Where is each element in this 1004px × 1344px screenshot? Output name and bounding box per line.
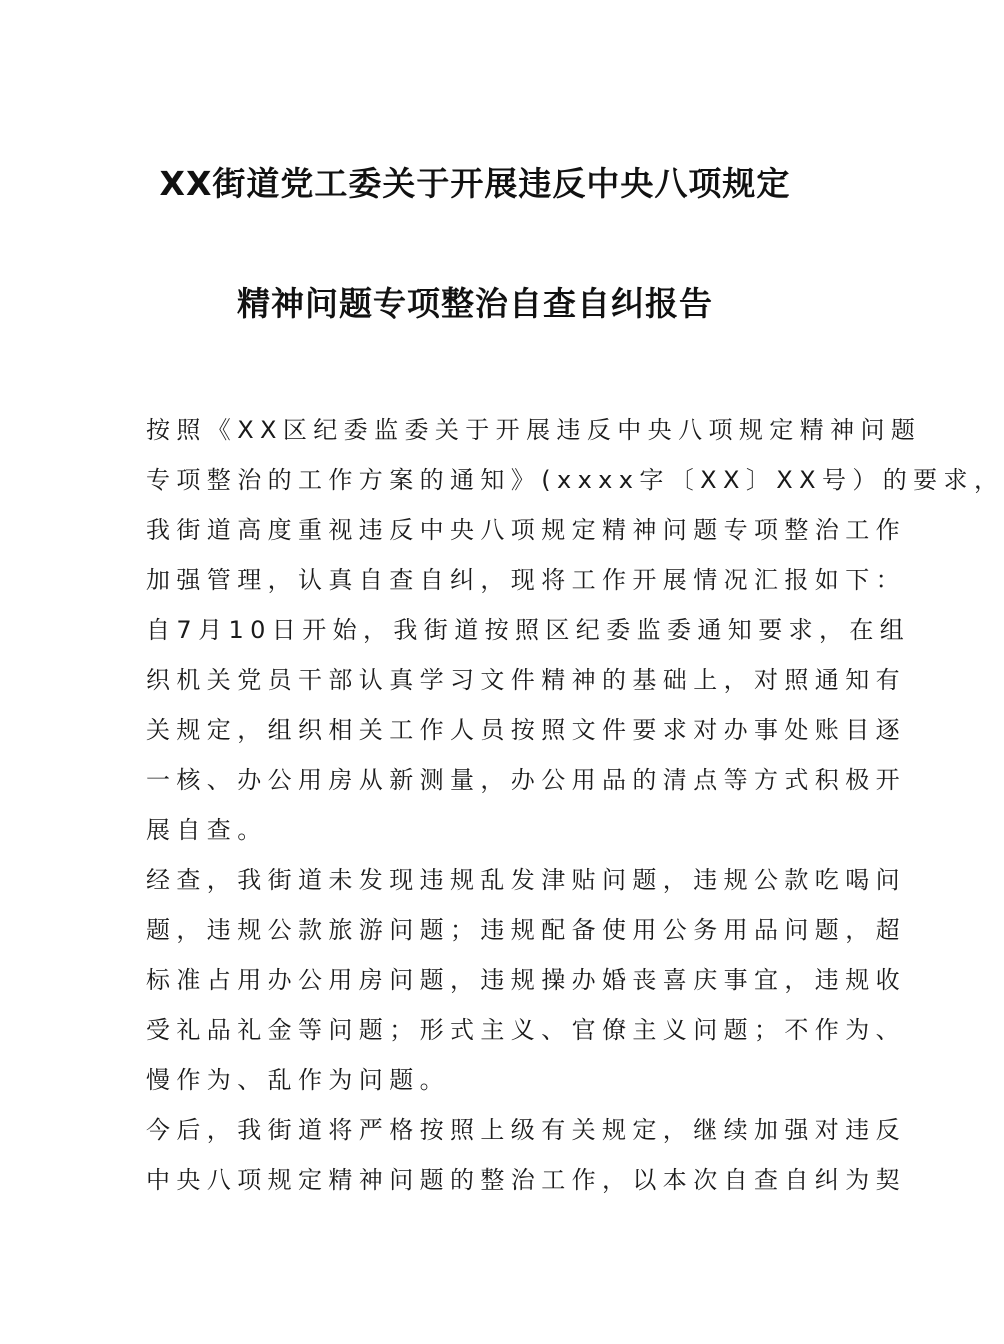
paragraph-3-line-1: 经查，我街道未发现违规乱发津贴问题，违规公款吃喝问 (146, 866, 906, 894)
paragraph-2-line-1: 自7月10日开始，我街道按照区纪委监委通知要求，在组 (146, 616, 911, 644)
document-title-line-2: 精神问题专项整治自查自纠报告 (237, 284, 713, 323)
paragraph-3-line-5: 慢作为、乱作为问题。 (146, 1066, 450, 1094)
paragraph-3-line-3: 标准占用办公用房问题，违规操办婚丧喜庆事宜，违规收 (146, 966, 906, 994)
paragraph-2-line-2: 织机关党员干部认真学习文件精神的基础上，对照通知有 (146, 666, 906, 694)
paragraph-4-line-2: 中央八项规定精神问题的整治工作，以本次自查自纠为契 (146, 1166, 906, 1194)
paragraph-3-line-2: 题，违规公款旅游问题；违规配备使用公务用品问题，超 (146, 916, 906, 944)
paragraph-1-line-1: 按照《XX区纪委监委关于开展违反中央八项规定精神问题 (146, 416, 922, 444)
paragraph-1-line-2: 专项整治的工作方案的通知》(xxxx字〔XX〕XX号）的要求， (146, 466, 1004, 494)
paragraph-4-line-1: 今后，我街道将严格按照上级有关规定，继续加强对违反 (146, 1116, 906, 1144)
paragraph-2-line-3: 关规定，组织相关工作人员按照文件要求对办事处账目逐 (146, 716, 906, 744)
paragraph-2-line-5: 展自查。 (146, 816, 268, 844)
paragraph-1-line-4: 加强管理，认真自查自纠，现将工作开展情况汇报如下： (146, 566, 906, 594)
paragraph-1-line-3: 我街道高度重视违反中央八项规定精神问题专项整治工作 (146, 516, 906, 544)
paragraph-2-line-4: 一核、办公用房从新测量，办公用品的清点等方式积极开 (146, 766, 906, 794)
paragraph-3-line-4: 受礼品礼金等问题；形式主义、官僚主义问题；不作为、 (146, 1016, 906, 1044)
document-title-line-1: XX街道党工委关于开展违反中央八项规定 (159, 164, 791, 203)
